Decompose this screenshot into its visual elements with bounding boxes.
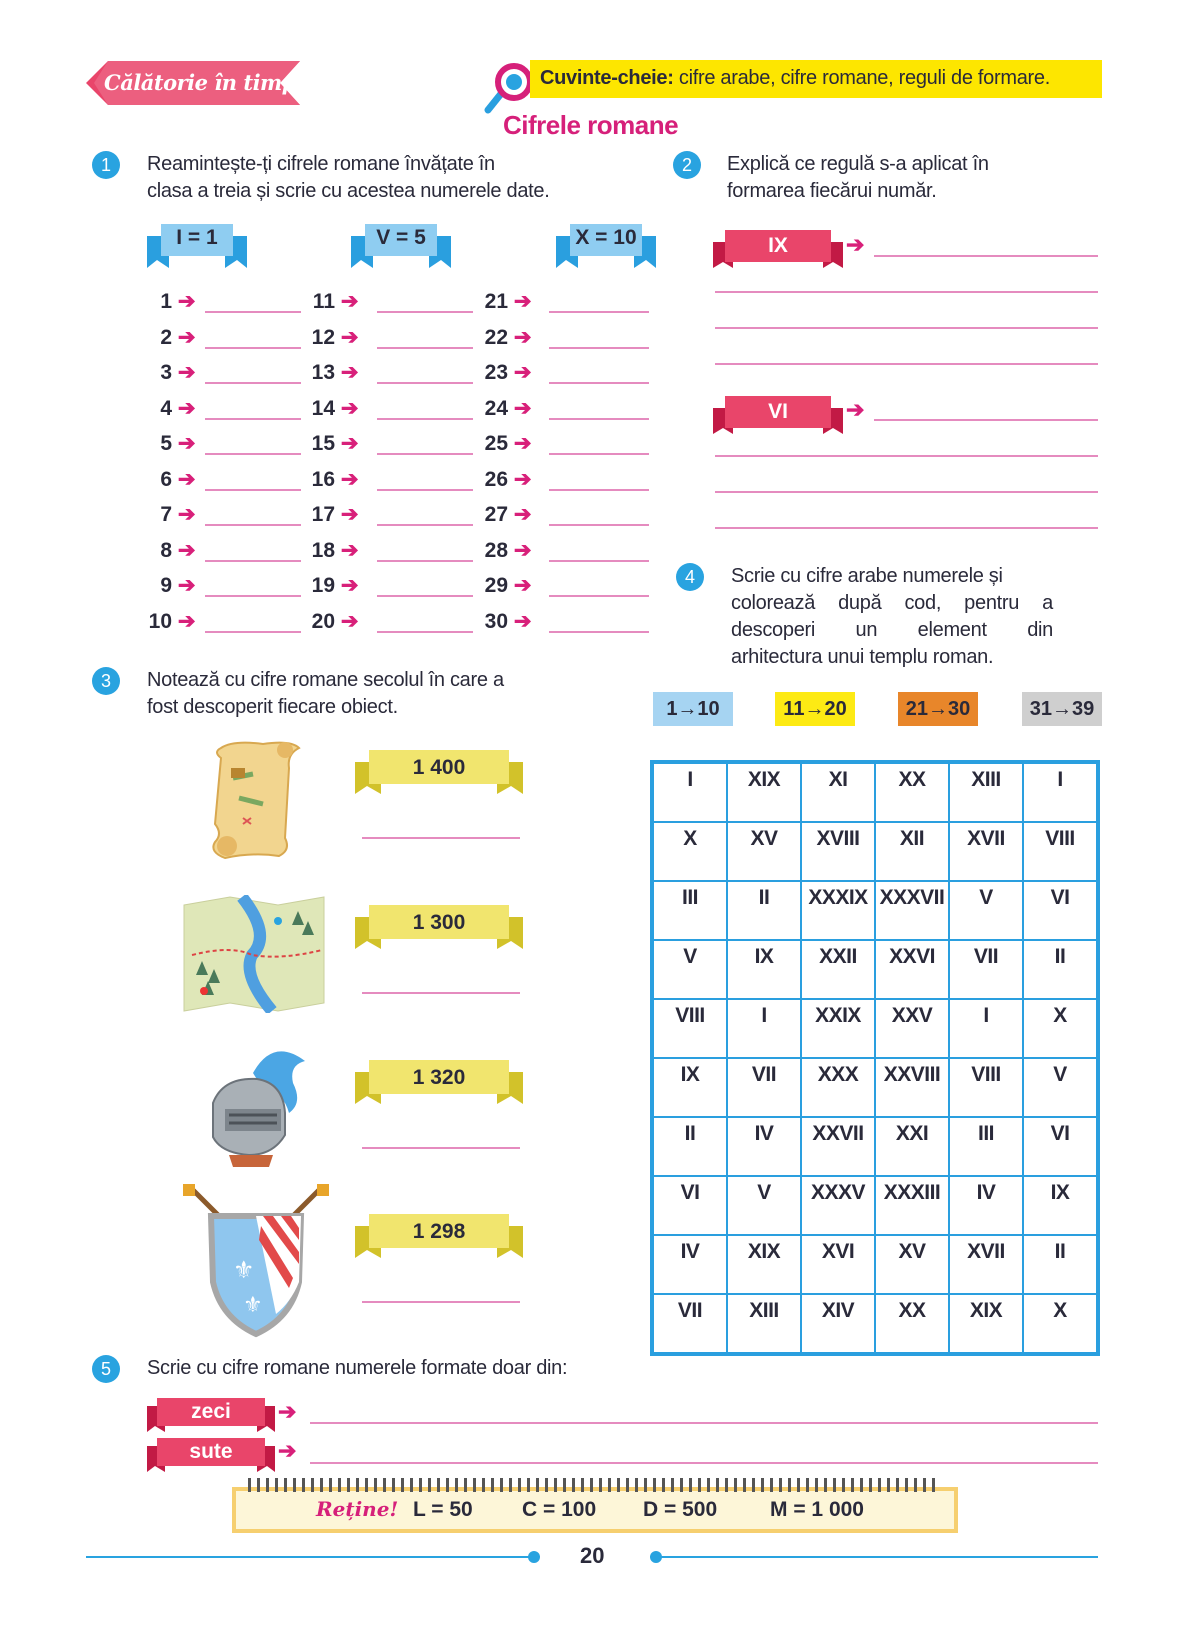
arrow-icon: ➔ [335, 538, 359, 562]
number-item [140, 609, 195, 634]
grid-cell[interactable]: IV [653, 1235, 727, 1294]
arabic-number: 7 [160, 503, 172, 526]
ribbon-sute-label: sute [189, 1440, 233, 1463]
exercise-1-line-1: Reamintește-ți cifrele romane învățate în [147, 153, 495, 175]
number-item [303, 502, 358, 527]
arrow-icon: ➔ [508, 396, 532, 420]
answer-line[interactable] [205, 631, 301, 633]
arrow-icon: ➔ [172, 467, 196, 491]
arabic-number: 14 [311, 396, 335, 420]
number-item [140, 573, 195, 598]
exercise-3-line-1: Notează cu cifre romane secolul în care a [147, 669, 504, 691]
grid-cell[interactable]: XVI [801, 1235, 875, 1294]
arabic-number: 15 [311, 432, 335, 455]
exercise-1-number: 1 [92, 151, 120, 179]
grid-cell[interactable]: VII [727, 1058, 801, 1117]
arrow-icon: ➔ [508, 609, 532, 633]
grid-cell[interactable]: XXVI [875, 940, 949, 999]
answer-line[interactable] [205, 453, 301, 455]
number-item [476, 573, 531, 598]
exercise-2-number: 2 [673, 151, 701, 179]
grid-cell[interactable]: VI [1023, 1117, 1097, 1176]
arabic-number: 10 [148, 609, 172, 633]
answer-line-vi-1[interactable] [874, 419, 1098, 421]
number-item [476, 360, 531, 385]
answer-line[interactable] [549, 524, 649, 526]
number-item [140, 538, 195, 563]
arabic-number: 20 [311, 609, 335, 633]
grid-cell[interactable]: XV [875, 1235, 949, 1294]
grid-cell[interactable]: XI [801, 763, 875, 822]
exercise-2-line-2: formarea fiecărui număr. [727, 180, 937, 202]
arrow-icon: ➔ [172, 503, 196, 526]
arabic-number: 27 [484, 503, 508, 526]
arabic-number: 16 [311, 467, 335, 491]
page-title: Cifrele romane [503, 110, 679, 140]
answer-line[interactable] [205, 524, 301, 526]
arrow-icon: ➔ [172, 538, 196, 562]
answer-line-vi-4[interactable] [715, 527, 1098, 529]
grid-cell[interactable]: X [653, 822, 727, 881]
answer-line[interactable] [377, 524, 473, 526]
grid-cell[interactable]: IX [727, 940, 801, 999]
answer-line[interactable] [205, 418, 301, 420]
arabic-number: 21 [484, 290, 508, 313]
grid-cell[interactable]: I [727, 999, 801, 1058]
arabic-number: 5 [160, 432, 172, 455]
answer-line[interactable] [549, 631, 649, 633]
century-answer-line[interactable] [362, 992, 520, 994]
grid-cell[interactable]: XXXV [801, 1176, 875, 1235]
arrow-icon: ➔ [172, 396, 196, 420]
answer-line-vi-2[interactable] [715, 455, 1098, 457]
ribbon-v-label: V = 5 [376, 226, 426, 249]
grid-cell[interactable]: XIX [949, 1294, 1023, 1353]
answer-line[interactable] [549, 382, 649, 384]
grid-cell[interactable]: VII [949, 940, 1023, 999]
grid-cell[interactable]: VIII [653, 999, 727, 1058]
number-item [140, 325, 195, 350]
arrow-icon: ➔ [335, 609, 359, 633]
arrow-icon: ➔ [335, 467, 359, 491]
keywords-text [540, 67, 1050, 90]
grid-cell[interactable]: V [653, 940, 727, 999]
grid-cell[interactable]: II [1023, 1235, 1097, 1294]
arabic-number: 2 [160, 325, 172, 349]
grid-cell[interactable]: XXII [801, 940, 875, 999]
grid-cell[interactable]: XXIX [801, 999, 875, 1058]
answer-line-ix-4[interactable] [715, 363, 1098, 365]
answer-line[interactable] [377, 489, 473, 491]
grid-cell[interactable]: X [1023, 999, 1097, 1058]
arrow-icon: ➔ [508, 467, 532, 491]
arabic-number: 1 [160, 290, 172, 313]
arrow-icon: ➔ [508, 325, 532, 349]
number-item [476, 325, 531, 350]
answer-line-zeci[interactable] [310, 1422, 1098, 1424]
number-item [140, 467, 195, 492]
arabic-number: 24 [484, 396, 508, 420]
grid-cell[interactable]: XIX [727, 763, 801, 822]
grid-cell[interactable]: VII [653, 1294, 727, 1353]
number-item [303, 609, 358, 634]
arrow-icon: ➔ [172, 432, 196, 455]
arabic-number: 13 [311, 361, 335, 384]
arabic-number: 4 [160, 396, 172, 420]
arabic-number: 3 [160, 361, 172, 384]
grid-cell[interactable]: IV [949, 1176, 1023, 1235]
arrow-icon: ➔ [508, 503, 532, 526]
ribbon-i-label: I = 1 [176, 226, 218, 249]
number-item [140, 431, 195, 456]
arabic-number: 6 [160, 467, 172, 491]
exercise-5-instruction: Scrie cu cifre romane numerele formate doar din: [147, 1357, 568, 1379]
answer-line[interactable] [377, 347, 473, 349]
answer-line-ix-1[interactable] [874, 255, 1098, 257]
answer-line[interactable] [549, 347, 649, 349]
answer-line-ix-3[interactable] [715, 327, 1098, 329]
number-item [303, 538, 358, 563]
helmet-icon [193, 1043, 311, 1173]
grid-cell[interactable]: I [949, 999, 1023, 1058]
arrow-icon: ➔ [508, 574, 532, 597]
grid-cell[interactable]: XXVIII [875, 1058, 949, 1117]
grid-cell[interactable]: V [727, 1176, 801, 1235]
footer-line-left [86, 1556, 536, 1558]
arabic-number: 11 [312, 290, 335, 313]
arrow-icon: ➔ [508, 361, 532, 384]
answer-line[interactable] [549, 560, 649, 562]
answer-line[interactable] [377, 560, 473, 562]
ribbon-zeci-label: zeci [191, 1400, 231, 1423]
arrow-icon: ➔ [335, 361, 359, 384]
grid-cell[interactable]: XVIII [801, 822, 875, 881]
legend-31-39: 31→39 [1022, 692, 1102, 726]
grid-cell[interactable]: XXXIII [875, 1176, 949, 1235]
grid-cell[interactable]: X [1023, 1294, 1097, 1353]
arabic-number: 8 [160, 538, 172, 562]
answer-line[interactable] [377, 631, 473, 633]
answer-line-vi-3[interactable] [715, 491, 1098, 493]
number-item [303, 396, 358, 421]
svg-text:⚜: ⚜ [243, 1293, 263, 1318]
grid-cell[interactable]: III [653, 881, 727, 940]
number-item [140, 289, 195, 314]
answer-line[interactable] [549, 311, 649, 313]
arrow-icon: ➔ [508, 290, 532, 313]
arrow-icon: ➔ [335, 503, 359, 526]
ribbon-vi-label: VI [768, 400, 788, 423]
arabic-number: 30 [484, 609, 508, 633]
arrow-zeci: ➔ [278, 1399, 297, 1424]
legend-21-30: 21→30 [898, 692, 978, 726]
grid-cell[interactable]: XXI [875, 1117, 949, 1176]
number-item [476, 289, 531, 314]
grid-cell[interactable]: IX [1023, 1176, 1097, 1235]
grid-cell[interactable]: VI [1023, 881, 1097, 940]
arrow-sute: ➔ [278, 1438, 297, 1463]
answer-line[interactable] [205, 560, 301, 562]
legend-1-10: 1→10 [653, 692, 733, 726]
century-year: 1 400 [412, 756, 466, 779]
remember-d: D = 500 [643, 1498, 718, 1521]
arrow-icon: ➔ [508, 538, 532, 562]
answer-line[interactable] [549, 418, 649, 420]
answer-line[interactable] [205, 489, 301, 491]
grid-cell[interactable]: VI [653, 1176, 727, 1235]
arrow-ix: ➔ [846, 232, 865, 257]
keywords-list: cifre arabe, cifre romane, reguli de formare. [678, 67, 1050, 89]
number-item [476, 609, 531, 634]
number-item [303, 360, 358, 385]
grid-cell[interactable]: XIII [949, 763, 1023, 822]
arrow-icon: ➔ [508, 432, 532, 455]
answer-line[interactable] [549, 595, 649, 597]
exercise-4-number: 4 [676, 563, 704, 591]
century-year: 1 320 [412, 1066, 466, 1089]
arabic-number: 25 [484, 432, 508, 455]
grid-cell[interactable]: XVII [949, 1235, 1023, 1294]
number-item [140, 360, 195, 385]
number-item [476, 502, 531, 527]
century-year: 1 298 [412, 1220, 466, 1243]
ribbon-ix-label: IX [768, 234, 788, 257]
remember-c: C = 100 [522, 1498, 597, 1521]
footer-line-right [656, 1556, 1098, 1558]
arrow-icon: ➔ [335, 396, 359, 420]
arrow-icon: ➔ [335, 432, 359, 455]
arabic-number: 26 [484, 467, 508, 491]
century-year: 1 300 [412, 911, 466, 934]
century-answer-line[interactable] [362, 837, 520, 839]
century-answer-line[interactable] [362, 1147, 520, 1149]
remember-l: L = 50 [413, 1498, 473, 1521]
grid-cell[interactable]: XXX [801, 1058, 875, 1117]
number-item [303, 467, 358, 492]
coloring-grid [650, 760, 1100, 1356]
grid-cell[interactable]: XII [875, 822, 949, 881]
footer-dot-left [528, 1551, 540, 1563]
arabic-number: 18 [311, 538, 335, 562]
arrow-icon: ➔ [172, 325, 196, 349]
page-number: 20 [580, 1543, 605, 1568]
shield-icon [181, 1182, 331, 1338]
arrow-vi: ➔ [846, 397, 865, 422]
scroll-icon [203, 738, 303, 860]
answer-line[interactable] [377, 311, 473, 313]
answer-line[interactable] [205, 311, 301, 313]
number-item [303, 573, 358, 598]
exercise-3-line-2: fost descoperit fiecare obiect. [147, 696, 398, 718]
grid-cell[interactable]: XXXIX [801, 881, 875, 940]
arrow-icon: ➔ [335, 574, 359, 597]
grid-cell[interactable]: VIII [949, 1058, 1023, 1117]
remember-label: Reține! [316, 1497, 399, 1521]
grid-cell[interactable]: XIV [801, 1294, 875, 1353]
answer-line[interactable] [377, 382, 473, 384]
number-item [476, 396, 531, 421]
header-tab-label: Călătorie în timp [104, 70, 296, 95]
century-answer-line[interactable] [362, 1301, 520, 1303]
exercise-3-number: 3 [92, 667, 120, 695]
exercise-4-instruction [731, 563, 1053, 671]
grid-cell[interactable]: II [653, 1117, 727, 1176]
grid-cell[interactable]: XX [875, 1294, 949, 1353]
grid-cell[interactable]: II [727, 881, 801, 940]
grid-cell[interactable]: III [949, 1117, 1023, 1176]
answer-line[interactable] [377, 453, 473, 455]
answer-line[interactable] [205, 595, 301, 597]
answer-line-sute[interactable] [310, 1462, 1098, 1464]
arrow-icon: ➔ [172, 609, 196, 633]
grid-cell[interactable]: XV [727, 822, 801, 881]
number-item [476, 431, 531, 456]
grid-cell[interactable]: XIX [727, 1235, 801, 1294]
exercise-4-line-3: descoperi un element din [731, 619, 1053, 641]
arrow-icon: ➔ [172, 361, 196, 384]
arrow-icon: ➔ [335, 290, 359, 313]
answer-line-ix-2[interactable] [715, 291, 1098, 293]
answer-line[interactable] [205, 347, 301, 349]
exercise-3-instruction [147, 667, 504, 721]
arabic-number: 12 [311, 325, 335, 349]
grid-cell[interactable]: I [653, 763, 727, 822]
map-icon [182, 895, 326, 1013]
grid-cell[interactable]: V [949, 881, 1023, 940]
grid-cell[interactable]: IX [653, 1058, 727, 1117]
arrow-icon: ➔ [172, 574, 196, 597]
grid-cell[interactable]: XIII [727, 1294, 801, 1353]
number-item [303, 325, 358, 350]
ribbon-x-label: X = 10 [575, 226, 637, 249]
arabic-number: 29 [484, 574, 508, 597]
number-item [476, 538, 531, 563]
arrow-icon: ➔ [172, 290, 196, 313]
answer-line[interactable] [377, 418, 473, 420]
svg-text:⚜: ⚜ [233, 1256, 255, 1284]
arabic-number: 23 [484, 361, 508, 384]
arabic-number: 22 [484, 325, 508, 349]
exercise-1-line-2: clasa a treia și scrie cu acestea numerele date. [147, 180, 550, 202]
legend-11-20: 11→20 [775, 692, 855, 726]
arrow-icon: ➔ [335, 325, 359, 349]
grid-cell[interactable]: VIII [1023, 822, 1097, 881]
grid-cell[interactable]: I [1023, 763, 1097, 822]
spiral-binding [248, 1478, 938, 1492]
arabic-number: 28 [484, 538, 508, 562]
number-item [476, 467, 531, 492]
exercise-4-line-2: colorează după cod, pentru a [731, 592, 1053, 614]
arabic-number: 19 [311, 574, 335, 597]
answer-line[interactable] [205, 382, 301, 384]
exercise-2-line-1: Explică ce regulă s-a aplicat în [727, 153, 989, 175]
grid-cell[interactable]: XVII [949, 822, 1023, 881]
grid-cell[interactable]: V [1023, 1058, 1097, 1117]
number-item [140, 396, 195, 421]
exercise-2-instruction [727, 151, 989, 205]
exercise-5-number: 5 [92, 1355, 120, 1383]
answer-line[interactable] [549, 453, 649, 455]
remember-m: M = 1 000 [770, 1498, 864, 1521]
arabic-number: 17 [311, 503, 335, 526]
keywords-label: Cuvinte-cheie: [540, 67, 674, 89]
grid-cell[interactable]: II [1023, 940, 1097, 999]
answer-line[interactable] [377, 595, 473, 597]
grid-cell[interactable]: XX [875, 763, 949, 822]
number-item [303, 431, 358, 456]
exercise-4-line-4: arhitectura unui templu roman. [731, 646, 994, 668]
arabic-number: 9 [160, 574, 172, 597]
grid-cell[interactable]: IV [727, 1117, 801, 1176]
grid-cell[interactable]: XXVII [801, 1117, 875, 1176]
exercise-4-line-1: Scrie cu cifre arabe numerele și [731, 565, 1003, 587]
grid-cell[interactable]: XXXVII [875, 881, 949, 940]
number-item [303, 289, 358, 314]
grid-cell[interactable]: XXV [875, 999, 949, 1058]
answer-line[interactable] [549, 489, 649, 491]
exercise-1-instruction [147, 151, 549, 205]
number-item [140, 502, 195, 527]
